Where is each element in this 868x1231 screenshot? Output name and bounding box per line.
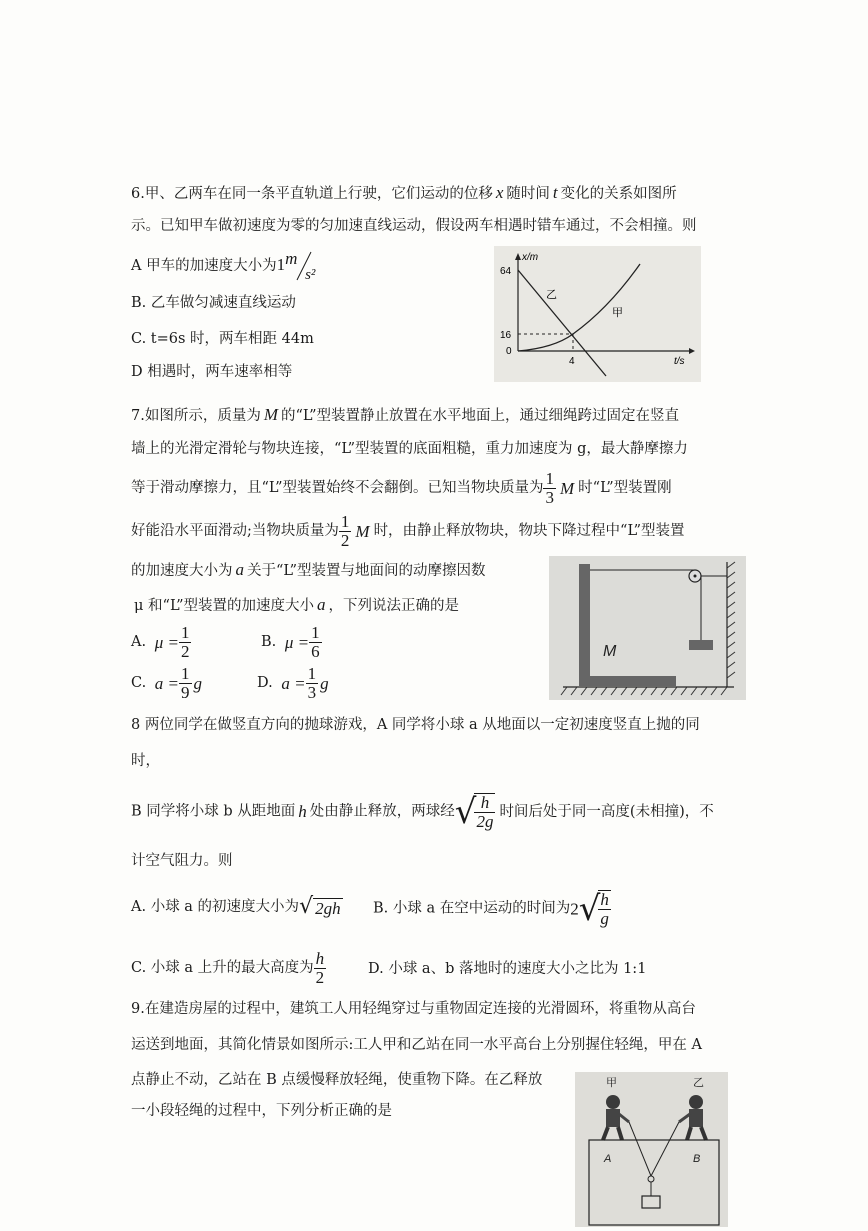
fraction-denominator: g: [600, 908, 609, 928]
option-label: D.: [257, 675, 273, 692]
option-a-text: A. 小球 a 的初速度大小为: [131, 898, 300, 915]
q7-line1-part2: 的“L”型装置静止放置在水平地面上，通过细绳跨过固定在竖直: [281, 408, 679, 424]
q6-option-a: [131, 249, 325, 283]
q8-stem-line1: 8 两位同学在做竖直方向的抛球游戏，A 同学将小球 a 从地面以一定初速度竖直上抛的同: [131, 717, 700, 733]
option-fraction: [179, 665, 192, 702]
fraction-numerator: 1: [307, 664, 317, 683]
x-axis-arrow-icon: [689, 348, 695, 354]
q8-line3-part1: B 同学将小球 b 从距地面: [131, 803, 296, 820]
fraction-numerator: 1: [180, 623, 190, 642]
q7-l-device-figure: [549, 556, 746, 700]
fraction-numerator: h: [600, 890, 609, 909]
worker-yi-icon: [679, 1095, 706, 1140]
option-c-fraction: [314, 950, 327, 987]
q7-var-a: a: [317, 595, 326, 614]
ring-icon: [648, 1176, 654, 1182]
weight-block: [642, 1196, 660, 1208]
y-tick-64: 64: [500, 266, 512, 277]
q8-line3-part3: 时间后处于同一高度(未相撞)，不: [499, 803, 714, 820]
fraction-denominator: 2: [315, 967, 325, 987]
fraction-denominator: 6: [311, 641, 320, 661]
q6-unit-denominator: s²: [305, 267, 316, 283]
series-jia-label: 甲: [612, 307, 623, 319]
sqrt-icon: √: [578, 888, 601, 929]
ground-hatch: [561, 687, 727, 695]
option-a-radicand: 2gh: [315, 898, 341, 918]
q7-var-a: a: [235, 560, 244, 579]
fraction-denominator: 2: [340, 530, 350, 550]
y-axis-label: x/m: [522, 252, 539, 263]
q7-line4-part2: 时，由静止释放物块，物块下降过程中“L”型装置: [373, 523, 685, 540]
q7-mass-M: M: [263, 405, 279, 424]
q6-option-a-value: 1: [276, 255, 286, 274]
q6-stem-part1: 6.甲、乙两车在同一条平直轨道上行驶，它们运动的位移: [131, 186, 493, 202]
option-b-sqrt-fraction: [598, 890, 611, 928]
point-a-label: A: [604, 1153, 612, 1165]
y-tick-16: 16: [500, 330, 512, 341]
fraction-denominator: 2: [180, 641, 190, 661]
q7-line1-part1: 7.如图所示，质量为: [131, 408, 261, 424]
q9-stem-line1: 9.在建造房屋的过程中，建筑工人用轻绳穿过与重物固定连接的光滑圆环，将重物从高台: [131, 1001, 696, 1017]
q7-option-b: [261, 624, 322, 661]
q9-stem-line4: 一小段轻绳的过程中，下列分析正确的是: [131, 1103, 392, 1119]
q7-line6-part2: ，下列说法正确的是: [328, 598, 460, 614]
q6-option-d: D 相遇时，两车速率相等: [131, 364, 293, 380]
q6-var-x: x: [495, 183, 504, 202]
q7-option-c: [131, 665, 202, 702]
q6-option-b: B. 乙车做匀减速直线运动: [131, 295, 296, 311]
option-lhs: μ =: [284, 632, 310, 652]
q8-line3-part2: 处由静止释放，两球经: [309, 803, 455, 820]
q7-stem-line4: [131, 513, 685, 550]
pulley-axle: [694, 575, 697, 578]
q9-workers-figure: [575, 1072, 728, 1227]
sqrt-icon: √: [299, 894, 314, 919]
worker-yi-label: 乙: [693, 1077, 704, 1089]
q7-line3-part2: 时“L”型装置刚: [578, 480, 672, 497]
q7-stem-line2: 墙上的光滑定滑轮与物块连接，“L”型装置的底面粗糙，重力加速度为 g，最大静摩擦力: [131, 441, 688, 457]
q6-stem-part2: 随时间: [506, 186, 550, 202]
option-lhs: μ =: [154, 632, 179, 652]
q7-mass-M: M: [355, 521, 370, 541]
q8-stem-line2: 时，: [131, 753, 160, 769]
option-g: g: [193, 673, 203, 693]
q7-stem-line3: [131, 470, 672, 507]
wall-hatch: [727, 562, 735, 678]
option-c-text: C. 小球 a 上升的最大高度为: [131, 960, 314, 977]
q8-sqrt-fraction: [474, 793, 495, 831]
option-g: g: [320, 673, 329, 693]
q8-var-h: h: [298, 802, 307, 822]
option-fraction: [179, 624, 192, 661]
point-b-label: B: [693, 1153, 701, 1165]
option-fraction: [306, 665, 319, 702]
q7-stem-line1: [131, 406, 679, 424]
q9-stem-line2: 运送到地面，其简化情景如图所示:工人甲和乙站在同一水平高台上分别握住轻绳，甲在 A: [131, 1037, 702, 1053]
option-label: A.: [131, 634, 147, 651]
y-axis-arrow-icon: [515, 253, 521, 260]
q7-stem-line6: [134, 596, 459, 614]
worker-jia-label: 甲: [606, 1077, 617, 1089]
series-yi-label: 乙: [546, 289, 557, 301]
hanging-block: [689, 640, 713, 650]
rope-right: [651, 1122, 679, 1176]
q7-line5-part2: 关于“L”型装置与地面间的动摩擦因数: [247, 563, 486, 579]
q7-fraction-one-half: [339, 513, 352, 550]
sqrt-icon: √: [454, 791, 477, 832]
q7-mass-M: M: [559, 478, 575, 498]
q8-option-c: [131, 950, 326, 987]
option-b-coefficient: 2: [570, 899, 579, 919]
option-fraction: [309, 624, 322, 661]
q6-xt-graph: [494, 246, 701, 382]
figure-label-M: M: [603, 643, 617, 660]
fraction-numerator: 1: [311, 623, 320, 642]
series-yi-line: [518, 270, 606, 376]
q7-option-a: [131, 624, 191, 661]
q6-option-a-text: A 甲车的加速度大小为: [131, 258, 277, 274]
l-device-vertical: [579, 564, 590, 686]
x-tick-4: 4: [569, 356, 575, 367]
fraction-numerator: h: [315, 949, 325, 968]
q6-option-a-unit: [285, 249, 325, 283]
option-lhs: a =: [154, 673, 180, 693]
option-b-text: B. 小球 a 在空中运动的时间为: [373, 900, 571, 917]
worker-jia-icon: [603, 1095, 629, 1140]
fraction-numerator: 1: [340, 512, 350, 531]
q7-fraction-one-third: [543, 470, 556, 507]
q6-option-c: C. t=6s 时，两车相距 44m: [131, 331, 314, 347]
q7-line6-part1: μ 和“L”型装置的加速度大小: [134, 598, 315, 614]
q7-line4-part1: 好能沿水平面滑动;当物块质量为: [131, 523, 339, 540]
fraction-numerator: 1: [181, 664, 190, 683]
q8-option-d: D. 小球 a、b 落地时的速度大小之比为 1:1: [368, 961, 647, 977]
fraction-numerator: h: [474, 794, 495, 813]
x-axis-label: t/s: [674, 356, 685, 367]
q8-option-a: [131, 896, 343, 918]
q8-stem-line4: 计空气阻力。则: [131, 853, 233, 869]
q7-line3-part1: 等于滑动摩擦力，且“L”型装置始终不会翻倒。已知当物块质量为: [131, 480, 544, 497]
fraction-denominator: 3: [307, 682, 317, 702]
fraction-numerator: 1: [545, 469, 554, 488]
fraction-denominator: 2g: [476, 811, 494, 831]
q8-option-b: [373, 890, 611, 928]
q7-line5-part1: 的加速度大小为: [131, 563, 233, 579]
q7-stem-line5: [131, 561, 485, 579]
q8-stem-line3: [131, 793, 714, 831]
option-label: C.: [131, 675, 147, 692]
q6-stem-line1: [131, 184, 677, 202]
q9-stem-line3: 点静止不动，乙站在 B 点缓慢释放轻绳，使重物下降。在乙释放: [131, 1072, 543, 1088]
fraction-denominator: 3: [545, 487, 554, 507]
q7-option-d: [257, 665, 329, 702]
option-lhs: a =: [281, 673, 306, 693]
fraction-denominator: 9: [181, 682, 190, 702]
rope-left: [629, 1122, 651, 1176]
l-device-base: [579, 676, 676, 686]
option-label: B.: [261, 634, 277, 651]
q6-stem-part3: 变化的关系如图所: [560, 186, 677, 202]
q6-stem-line2: 示。已知甲车做初速度为零的匀加速直线运动，假设两车相遇时错车通过，不会相撞。则: [131, 218, 697, 234]
y-tick-0: 0: [506, 346, 512, 357]
q6-var-t: t: [552, 183, 558, 202]
q6-unit-numerator: m: [285, 249, 298, 268]
